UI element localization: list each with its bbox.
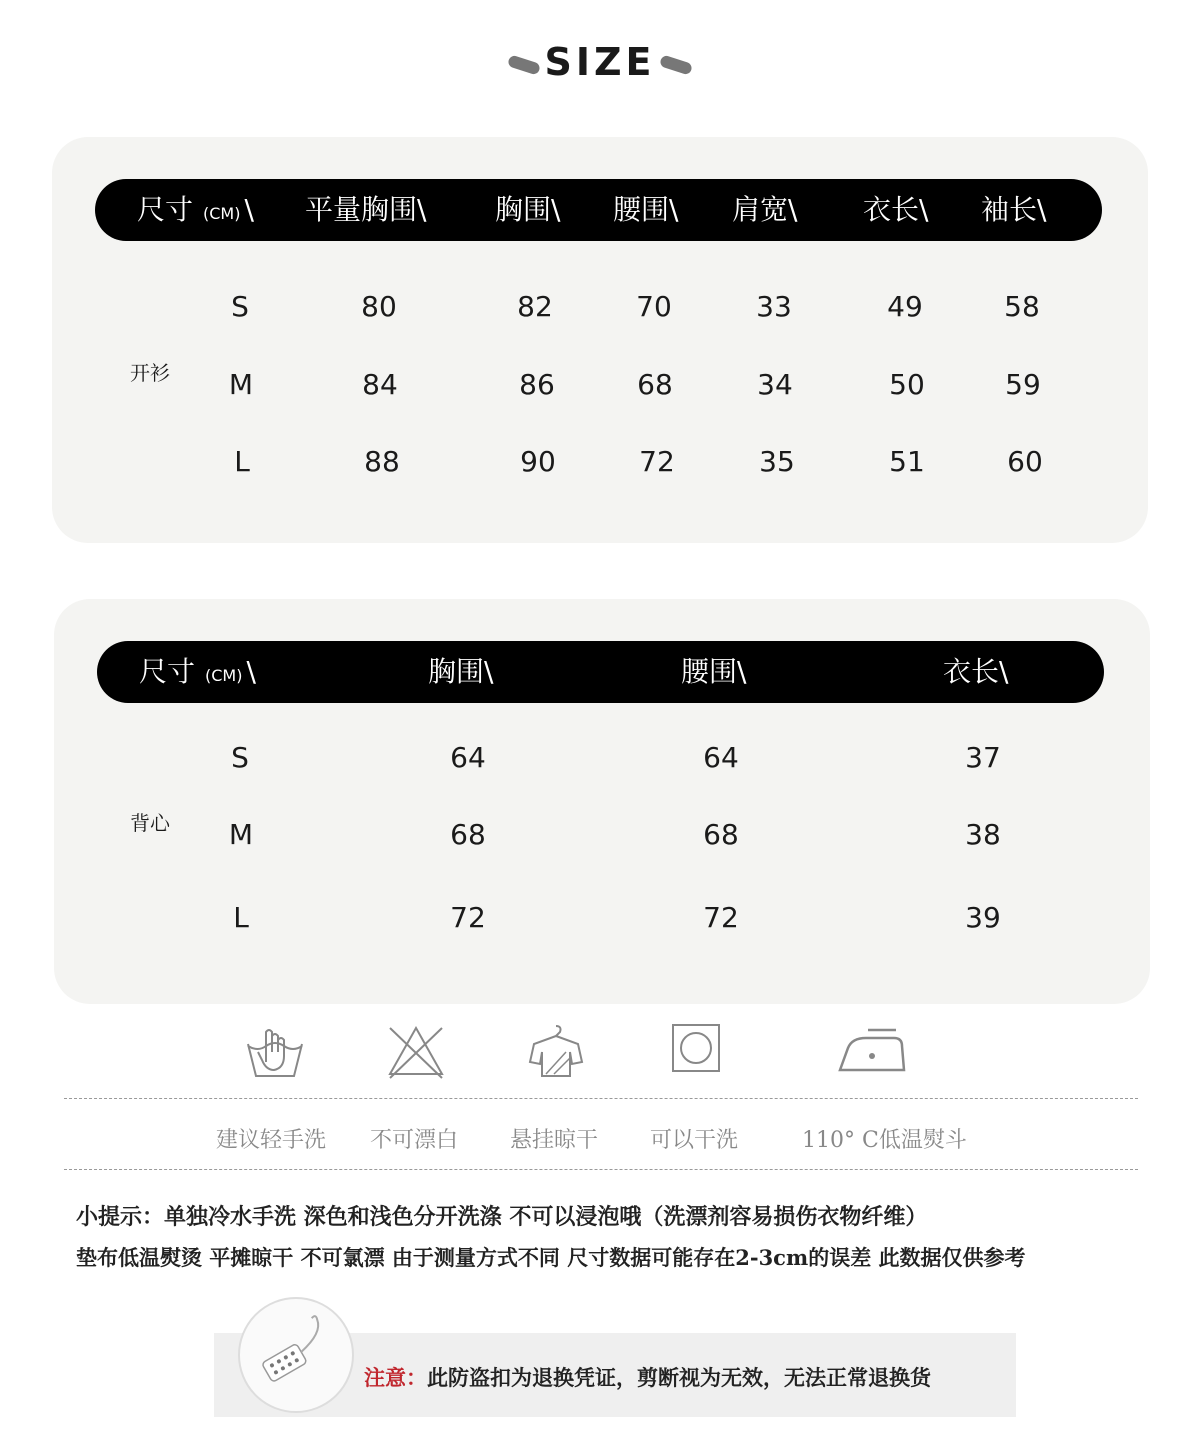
value-cell: 39 xyxy=(965,901,1001,934)
value-cell: 88 xyxy=(364,445,400,478)
size-table-vest xyxy=(54,599,1150,1004)
value-cell: 60 xyxy=(1007,445,1043,478)
value-cell: 34 xyxy=(757,368,793,401)
care-label-hang-dry: 悬挂晾干 xyxy=(510,1128,599,1153)
value-cell: 35 xyxy=(759,445,795,478)
care-label-no-bleach: 不可漂白 xyxy=(370,1128,459,1153)
hang-dry-icon xyxy=(526,1022,586,1080)
size-cell: S xyxy=(231,290,249,323)
value-cell: 37 xyxy=(965,741,1001,774)
value-cell: 72 xyxy=(450,901,486,934)
table-header xyxy=(97,641,1104,703)
iron-icon xyxy=(838,1022,906,1074)
header-col-sleeve: 袖长\ xyxy=(981,193,1047,226)
care-label-iron: 110° C低温熨斗 xyxy=(802,1128,967,1153)
dry-clean-icon xyxy=(670,1022,722,1074)
tips-line-2: 垫布低温熨烫 平摊晾干 不可氯漂 由于测量方式不同 尺寸数据可能存在2-3cm的误差 此数据仅供参考 xyxy=(76,1245,1026,1270)
divider xyxy=(64,1098,1138,1099)
value-cell: 86 xyxy=(519,368,555,401)
value-cell: 68 xyxy=(637,368,673,401)
value-cell: 90 xyxy=(520,445,556,478)
value-cell: 38 xyxy=(965,818,1001,851)
notice-body: 此防盗扣为退换凭证，剪断视为无效，无法正常退换货 xyxy=(427,1365,931,1390)
care-label-dry-clean: 可以干洗 xyxy=(650,1128,739,1153)
size-cell: L xyxy=(233,901,249,934)
value-cell: 80 xyxy=(361,290,397,323)
notice-text xyxy=(364,1362,931,1392)
value-cell: 68 xyxy=(450,818,486,851)
care-label-hand-wash: 建议轻手洗 xyxy=(216,1128,327,1153)
value-cell: 64 xyxy=(450,741,486,774)
size-cell: L xyxy=(234,445,250,478)
value-cell: 70 xyxy=(636,290,672,323)
size-title-text: SIZE xyxy=(544,40,656,84)
hand-wash-icon xyxy=(244,1022,306,1080)
header-col-flat-chest: 平量胸围\ xyxy=(305,193,427,226)
header-col-shoulder: 肩宽\ xyxy=(732,193,798,226)
value-cell: 59 xyxy=(1005,368,1041,401)
category-label: 背心 xyxy=(130,811,170,835)
value-cell: 58 xyxy=(1004,290,1040,323)
header-col-chest: 胸围\ xyxy=(428,655,494,688)
value-cell: 72 xyxy=(639,445,675,478)
value-cell: 82 xyxy=(517,290,553,323)
value-cell: 84 xyxy=(362,368,398,401)
value-cell: 68 xyxy=(703,818,739,851)
divider xyxy=(64,1169,1138,1170)
header-col-chest: 胸围\ xyxy=(495,193,561,226)
header-size-label: 尺寸 (CM) \ xyxy=(139,655,256,688)
size-cell: M xyxy=(228,818,254,851)
header-col-waist: 腰围\ xyxy=(613,193,679,226)
value-cell: 50 xyxy=(889,368,925,401)
anti-theft-tag-icon xyxy=(238,1297,354,1413)
header-col-waist: 腰围\ xyxy=(681,655,747,688)
brush-stroke-right-icon xyxy=(658,54,692,75)
category-label: 开衫 xyxy=(130,361,170,385)
value-cell: 33 xyxy=(756,290,792,323)
table-header xyxy=(95,179,1102,241)
value-cell: 72 xyxy=(703,901,739,934)
size-title xyxy=(0,40,1200,84)
size-table-cardigan xyxy=(52,137,1148,543)
header-col-length: 衣长\ xyxy=(863,193,929,226)
tips-line-1: 小提示：单独冷水手洗 深色和浅色分开洗涤 不可以浸泡哦（洗漂剂容易损伤衣物纤维） xyxy=(76,1204,928,1230)
value-cell: 49 xyxy=(887,290,923,323)
size-cell: M xyxy=(228,368,254,401)
header-size-label: 尺寸 (CM) \ xyxy=(137,193,254,226)
value-cell: 51 xyxy=(889,445,925,478)
notice-label: 注意： xyxy=(364,1365,427,1390)
brush-stroke-left-icon xyxy=(507,54,541,75)
value-cell: 64 xyxy=(703,741,739,774)
no-bleach-icon xyxy=(386,1022,446,1080)
care-icons-row xyxy=(0,1022,1200,1082)
header-col-length: 衣长\ xyxy=(943,655,1009,688)
size-cell: S xyxy=(231,741,249,774)
